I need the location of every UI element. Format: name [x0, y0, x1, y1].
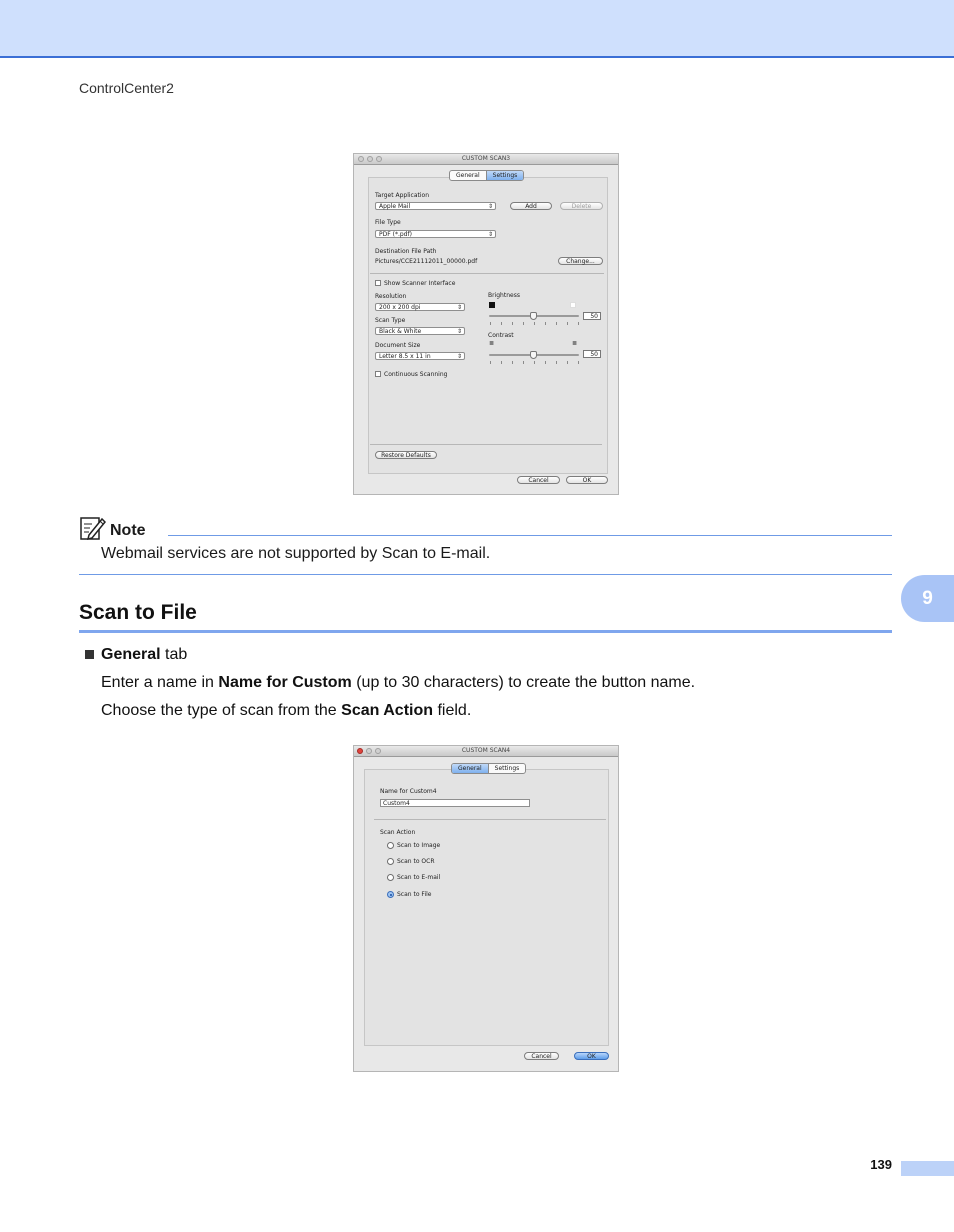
name-for-custom-input[interactable]: Custom4 [380, 799, 530, 807]
low-contrast-icon: ≣ [489, 340, 495, 347]
divider [374, 819, 606, 820]
scan-type-label: Scan Type [375, 317, 406, 324]
target-application-label: Target Application [375, 192, 429, 199]
scan-to-ocr-radio[interactable] [387, 858, 394, 865]
bullet-bold: General [101, 646, 161, 663]
continuous-scanning-checkbox[interactable] [375, 371, 381, 377]
tab-bar [449, 170, 524, 181]
page-number: 139 [870, 1157, 892, 1172]
page-number-bar [901, 1161, 954, 1176]
ok-button[interactable]: OK [574, 1052, 609, 1060]
bullet-rest: tab [160, 646, 188, 663]
note-top-rule [168, 535, 892, 536]
document-size-select[interactable]: Letter 8.5 x 11 in ⇕ [375, 352, 465, 360]
destination-path-label: Destination File Path [375, 248, 437, 255]
divider [370, 273, 604, 274]
dialog-title: CUSTOM SCAN3 [461, 155, 511, 162]
continuous-scanning-label: Continuous Scanning [384, 371, 448, 378]
instruction-line-1 [101, 674, 695, 692]
ok-button[interactable]: OK [566, 476, 608, 484]
file-type-select[interactable]: PDF (*.pdf) ⇕ [375, 230, 496, 238]
scan-to-image-radio[interactable] [387, 842, 394, 849]
file-type-label: File Type [375, 219, 401, 226]
scan-type-select[interactable]: Black & White ⇕ [375, 327, 465, 335]
tab-panel [364, 769, 609, 1046]
target-application-select[interactable]: Apple Mail ⇕ [375, 202, 496, 210]
title-bar [354, 154, 618, 165]
cancel-button[interactable]: Cancel [517, 476, 560, 484]
tab-bar [451, 763, 526, 774]
divider [370, 444, 602, 445]
line2-pre: Choose the type of scan from the [101, 702, 342, 719]
tab-settings[interactable]: Settings [488, 764, 526, 773]
destination-path-value: Pictures/CCE21112011_00000.pdf [375, 258, 478, 265]
line1-pre: Enter a name in [101, 674, 219, 691]
line1-bold: Name for Custom [218, 674, 352, 691]
light-square-icon [570, 302, 576, 308]
running-head: ControlCenter2 [79, 80, 174, 96]
note-text: Webmail services are not supported by Scan to E-mail. [101, 545, 491, 562]
dark-square-icon [489, 302, 495, 308]
brightness-ticks [490, 322, 580, 325]
scan-action-label: Scan Action [380, 829, 416, 836]
scan-to-file-radio[interactable] [387, 891, 394, 898]
brightness-value[interactable]: 50 [583, 312, 601, 320]
brightness-label: Brightness [488, 292, 520, 299]
bullet-general-tab [101, 646, 187, 664]
title-bar [354, 746, 618, 757]
contrast-label: Contrast [488, 332, 514, 339]
section-rule [79, 630, 892, 633]
restore-defaults-button[interactable]: Restore Defaults [375, 451, 437, 459]
brightness-slider-thumb[interactable] [530, 312, 537, 320]
dialog-title: CUSTOM SCAN4 [461, 747, 511, 754]
delete-button[interactable]: Delete [560, 202, 603, 210]
section-title: Scan to File [79, 601, 197, 624]
note-title: Note [110, 522, 146, 539]
scan-to-email-radio[interactable] [387, 874, 394, 881]
note-bottom-rule [79, 574, 892, 575]
change-button[interactable]: Change... [558, 257, 603, 265]
pencil-note-icon [80, 515, 106, 541]
contrast-ticks [490, 361, 580, 364]
line2-post: field. [433, 702, 472, 719]
high-contrast-icon: ≣ [572, 340, 578, 347]
scan-to-ocr-label: Scan to OCR [397, 858, 435, 865]
tab-settings[interactable]: Settings [486, 171, 524, 180]
resolution-label: Resolution [375, 293, 407, 300]
contrast-value[interactable]: 50 [583, 350, 601, 358]
header-band [0, 0, 954, 58]
instruction-line-2 [101, 702, 471, 720]
resolution-select[interactable]: 200 x 200 dpi ⇕ [375, 303, 465, 311]
tab-panel [368, 177, 608, 474]
show-scanner-interface-label: Show Scanner Interface [384, 280, 456, 287]
contrast-slider-thumb[interactable] [530, 351, 537, 359]
chapter-tab: 9 [901, 575, 954, 622]
bullet-square-icon [85, 650, 94, 659]
custom-scan4-dialog [353, 745, 619, 1072]
name-for-custom-label: Name for Custom4 [380, 788, 437, 795]
scan-to-image-label: Scan to Image [397, 842, 441, 849]
scan-to-file-label: Scan to File [397, 891, 432, 898]
line2-bold: Scan Action [341, 702, 434, 719]
custom-scan3-dialog [353, 153, 619, 495]
cancel-button[interactable]: Cancel [524, 1052, 559, 1060]
document-size-label: Document Size [375, 342, 421, 349]
add-button[interactable]: Add [510, 202, 552, 210]
tab-general[interactable]: General [452, 764, 488, 773]
show-scanner-interface-checkbox[interactable] [375, 280, 381, 286]
line1-post: (up to 30 characters) to create the button name. [351, 674, 696, 691]
tab-general[interactable]: General [456, 172, 480, 179]
scan-to-email-label: Scan to E-mail [397, 874, 441, 881]
